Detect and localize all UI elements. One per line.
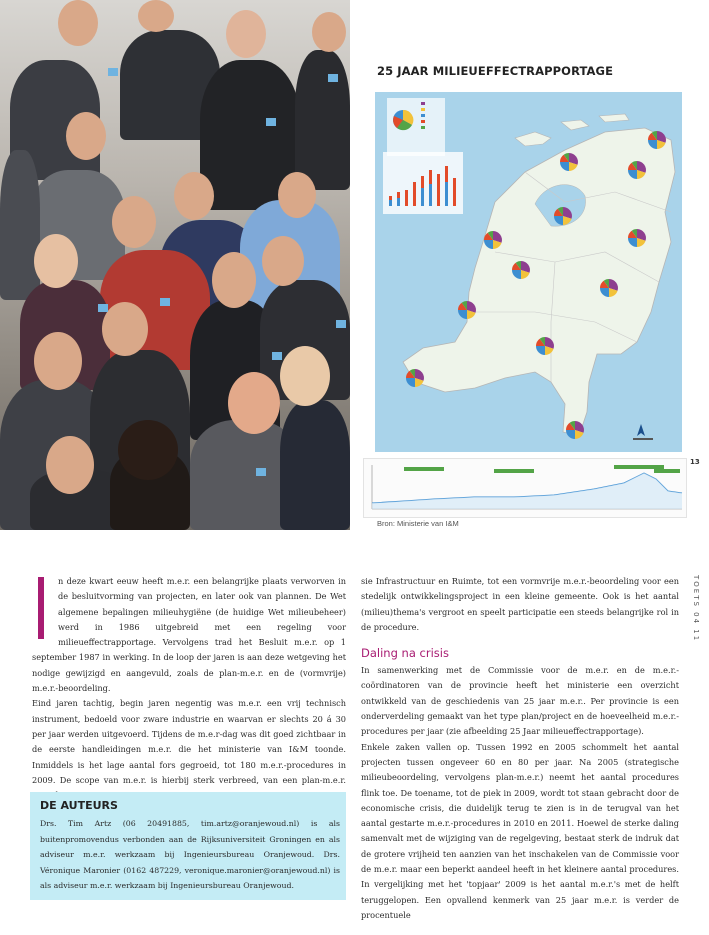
- article-column-1: [32, 574, 346, 803]
- pie-slice: [458, 310, 467, 319]
- drop-cap-bar: [38, 577, 44, 639]
- audience-photo: [0, 0, 350, 530]
- figure-title: 25 JAAR MILIEUEFFECTRAPPORTAGE: [377, 64, 614, 78]
- figure-source: Bron: Ministerie van I&M: [377, 519, 459, 528]
- article-paragraph: n deze kwart eeuw heeft m.e.r. een belangrijke plaats verworven in de besluitvorming van projecten, en later ook van plannen. De Wet algemene bepalingen milieuhygiëne (de huidige Wet milieubeheer) werd in 1986 uitgebreid met een regeling voor milieueffectrapportage. Vervolgens trad het Besluit m.e.r. op 1 september 1987 in werking. In de loop der jaren is aan deze wetgeving het nodige gewijzigd en aangevuld, zoals de plan-m.e.r. en de (vormvrije) m.e.r.-beoordeling.: [32, 576, 346, 694]
- article-paragraph: Eind jaren tachtig, begin jaren negentig was m.e.r. een vrij technisch instrument, bedoeld voor zware industrie en waarvan er slechts 20 á 30 per jaar werden uitgevoerd. Tijdens de m.e.r-dag was dit goed zichtbaar in de eerste handleidingen m.e.r. die het ministerie van I&M toonde. Inmiddels is het lage aantal fors gegroeid, tot 180 m.e.r.-procedures in 2009. De scope van m.e.r. is hierbij sterk verbreed, van een plan-m.e.r.: [32, 698, 346, 785]
- article-column-2: [361, 574, 679, 923]
- pie-slice: [406, 378, 415, 387]
- pie-slice: [566, 430, 575, 439]
- article-paragraph: Enkele zaken vallen op. Tussen 1992 en 2005 schommelt het aantal projecten tussen ongeveer 60 en 80 per jaar. Na 2005 (strategische milieubeoordeling, vervolgens plan-m.e.r.) neemt het aantal procedures flink toe. De toename, tot de piek in 2009, wordt tot staan gebracht door de economische crisis, die duidelijk terug te zien is in de terugval van het aantal gestarte m.e.r.-procedures in 2010 en 2011. Hoewel de sterke daling samenvalt met de wijziging van de regelgeving, bestaat sterk de indruk dat de grotere vrijheid ten aanzien van het inschakelen van de Commissie voor de m.e.r. maar een beperkt aandeel heeft in het kleinere aantal procedures. In vergelijking met het 'topjaar' 2009 is het aantal m.e.r.'s met de helft teruggelopen. Een opvallend kenmerk van 25 jaar m.e.r. is verder de procentuele: [361, 741, 679, 920]
- netherlands-map: [375, 92, 682, 452]
- article-paragraph: sie Infrastructuur en Ruimte, tot een vormvrije m.e.r.-beoordeling voor een stedelijk ontwikkelingsproject in een kleine gemeente. Ook is het aantal (milieu)thema's vergroot en speelt participatie een steeds belangrijke rol in de procedure.: [361, 576, 679, 632]
- timeline-chart: [363, 458, 687, 518]
- section-heading: Daling na crisis: [361, 646, 449, 661]
- authors-box: [30, 792, 346, 900]
- article-paragraph: In samenwerking met de Commissie voor de m.e.r. en de m.e.r.-coördinatoren van de provincie heeft het ministerie een overzicht ontwikkeld van de geschiedenis van 25 jaar m.e.r.. Per provincie is een onderverdeling gemaakt van het type plan/project en de hoeveelheid m.e.r.-procedures per jaar (zie afbeelding 25 Jaar milieueffectrapportage).: [361, 665, 679, 737]
- page-number: 13: [690, 458, 700, 466]
- running-header: TOETS 04 11: [692, 575, 700, 643]
- authors-text: Drs. Tim Artz (06 20491885, tim.artz@oranjewoud.nl) is als buitenpromovendus verbonden aan de Rijksuniversiteit Groningen en als adviseur m.e.r. werkzaam bij Ingenieursbureau Oranjewoud. Drs. Véronique Maronier (0162 487229, veronique.maronier@oranjewoud.nl) is als adviseur m.e.r. werkzaam bij Ingenieursbureau Oranjewoud.: [40, 819, 340, 890]
- authors-heading: DE AUTEURS: [40, 799, 118, 812]
